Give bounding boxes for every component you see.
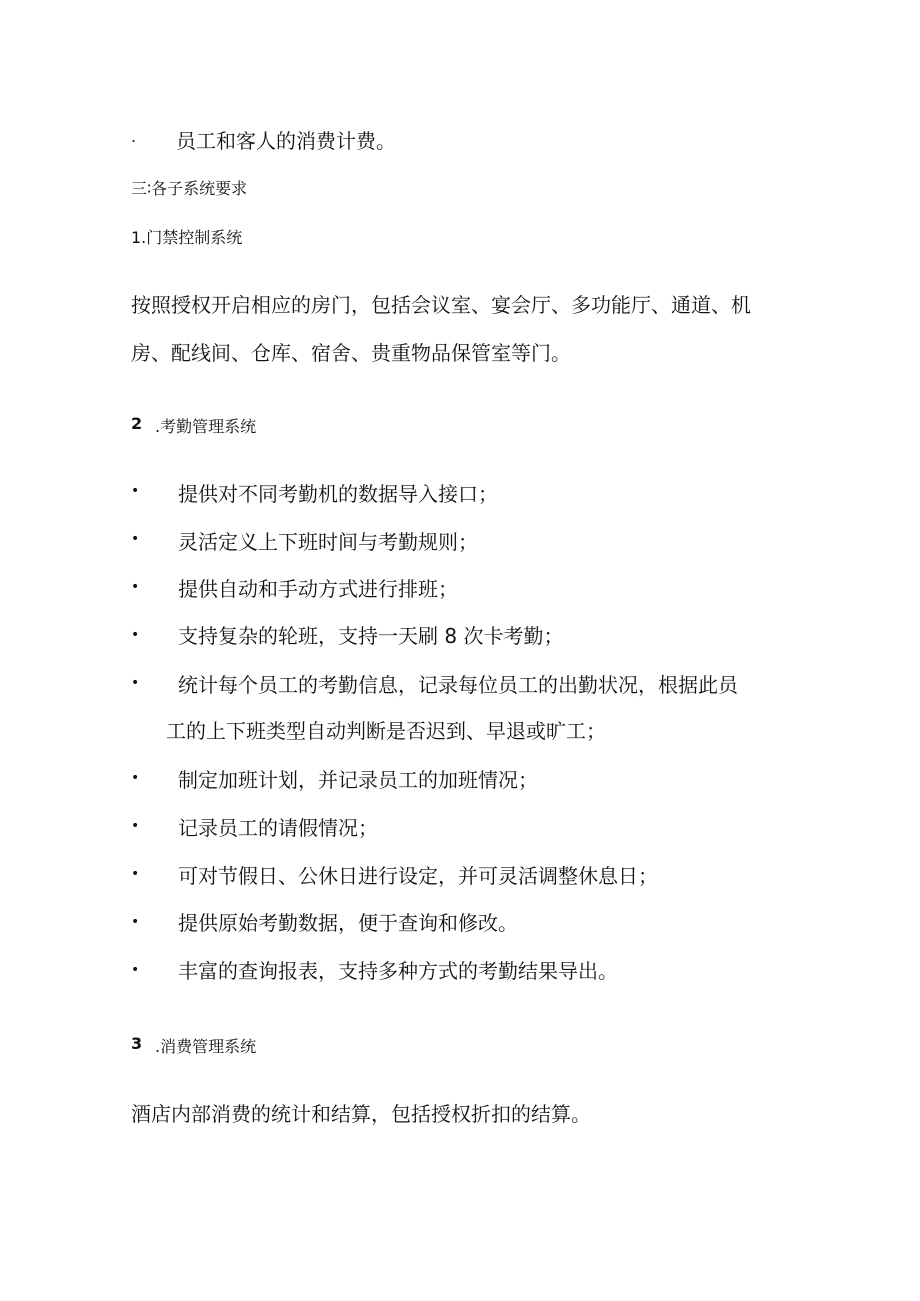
bullet-icon: • bbox=[131, 818, 140, 834]
list-item-text: 制定加班计划，并记录员工的加班情况； bbox=[178, 768, 538, 792]
bullet-icon: • bbox=[131, 914, 140, 930]
bullet-icon: • bbox=[131, 483, 140, 499]
bullet-icon: • bbox=[131, 579, 140, 595]
subsection-heading-access: 1.门禁控制系统 bbox=[131, 228, 243, 247]
bullet-icon: • bbox=[131, 627, 140, 643]
list-item-continuation: 工的上下班类型自动判断是否迟到、早退或旷工； bbox=[166, 719, 606, 743]
subsection-heading-attendance: .考勤管理系统 bbox=[155, 417, 257, 436]
list-item-text: 提供原始考勤数据，便于查询和修改。 bbox=[178, 911, 518, 935]
list-item-text: 可对节假日、公休日进行设定，并可灵活调整休息日； bbox=[178, 864, 658, 888]
list-item-text: 丰富的查询报表，支持多种方式的考勤结果导出。 bbox=[178, 959, 618, 983]
list-item-text: 提供自动和手动方式进行排班； bbox=[178, 577, 458, 601]
subsection-number-attendance: 2 bbox=[131, 414, 143, 433]
section-heading: 三∶各子系统要求 bbox=[131, 179, 248, 198]
bullet-icon: • bbox=[131, 675, 140, 691]
list-item-text: 支持复杂的轮班，支持一天刷 8 次卡考勤； bbox=[178, 624, 564, 648]
list-item-text: 统计每个员工的考勤信息，记录每位员工的出勤状况，根据此员 bbox=[178, 673, 738, 697]
bullet-icon: • bbox=[131, 531, 140, 547]
subsection-heading-consumption: .消费管理系统 bbox=[155, 1037, 257, 1056]
consumption-paragraph: 酒店内部消费的统计和结算，包括授权折扣的结算。 bbox=[131, 1102, 591, 1126]
list-item-text: 灵活定义上下班时间与考勤规则； bbox=[178, 530, 478, 554]
bullet-icon: • bbox=[131, 866, 140, 882]
top-item-text: 员工和客人的消费计费。 bbox=[176, 129, 396, 153]
subsection-number-consumption: 3 bbox=[131, 1034, 143, 1053]
access-paragraph-line1: 按照授权开启相应的房门，包括会议室、宴会厅、多功能厅、通道、机 bbox=[131, 293, 751, 317]
list-item-text: 记录员工的请假情况； bbox=[178, 816, 378, 840]
bullet-icon: • bbox=[131, 962, 140, 978]
access-paragraph-line2: 房、配线间、仓库、宿舍、贵重物品保管室等门。 bbox=[131, 341, 571, 365]
list-item-text: 提供对不同考勤机的数据导入接口； bbox=[178, 482, 498, 506]
list-marker: . bbox=[131, 127, 137, 146]
bullet-icon: • bbox=[131, 770, 140, 786]
